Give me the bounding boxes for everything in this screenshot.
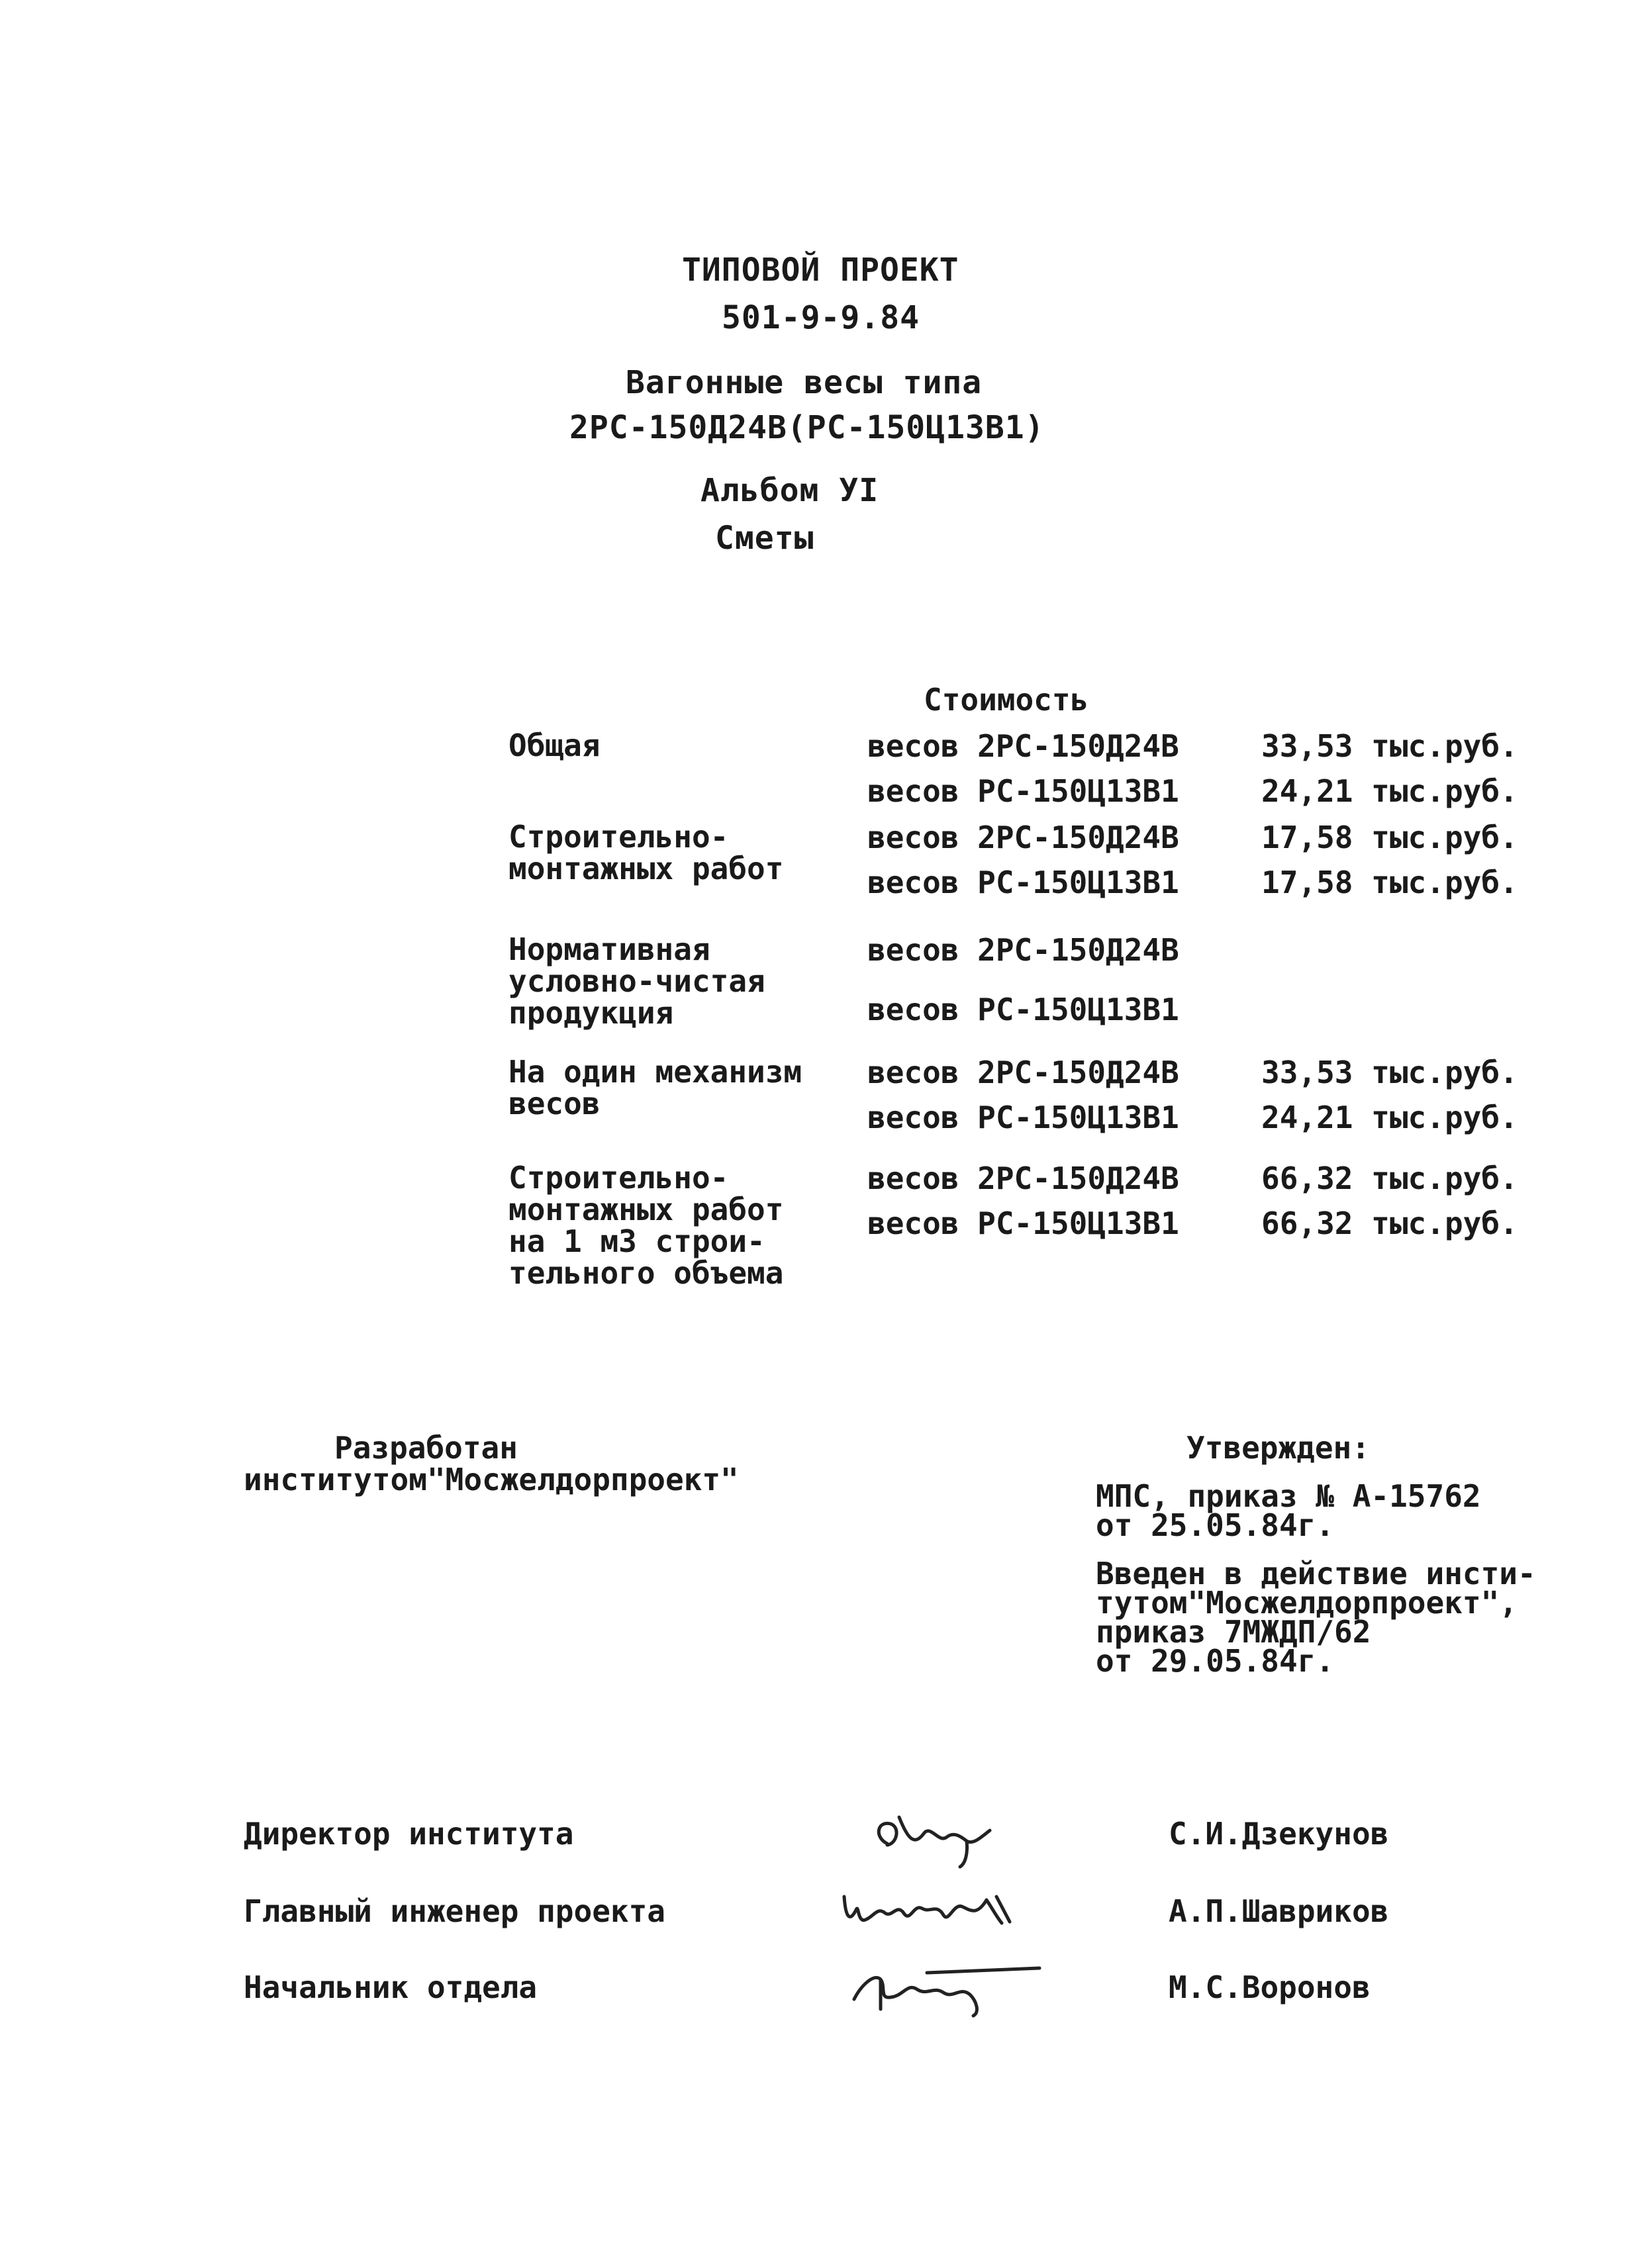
scale-type: 2РС-150Д24В(РС-150Ц13В1) xyxy=(569,409,1045,446)
signature-name: М.С.Воронов xyxy=(1169,1969,1371,2005)
cost-heading: Стоимость xyxy=(924,682,1089,718)
developed-label: Разработан xyxy=(334,1430,518,1466)
cost-item: весов РС-150Ц13В1 xyxy=(867,865,1179,900)
approved-heading: Утвержден: xyxy=(1186,1430,1370,1466)
cost-item: весов 2РС-150Д24В xyxy=(867,1160,1179,1196)
approval-order: МПС, приказ № А-15762 от 25.05.84г. xyxy=(1096,1478,1481,1543)
developed-institute: институтом"Мосжелдорпроект" xyxy=(244,1462,739,1497)
cost-value: 17,58 тыс.руб. xyxy=(1261,820,1518,855)
cost-item: весов РС-150Ц13В1 xyxy=(867,773,1179,809)
cost-item: весов РС-150Ц13В1 xyxy=(867,992,1179,1027)
cost-value: 33,53 тыс.руб. xyxy=(1261,728,1518,764)
project-subject: Вагонные весы типа xyxy=(626,364,983,401)
cost-item: весов 2РС-150Д24В xyxy=(867,728,1179,764)
cost-item: весов 2РС-150Д24В xyxy=(867,932,1179,968)
cost-item: весов 2РС-150Д24В xyxy=(867,820,1179,855)
cost-value: 66,32 тыс.руб. xyxy=(1261,1205,1518,1241)
department-head-signature xyxy=(841,1950,1046,2022)
project-type-title: ТИПОВОЙ ПРОЕКТ xyxy=(682,252,959,289)
album-number: Альбом УI xyxy=(700,472,879,509)
cost-item: весов РС-150Ц13В1 xyxy=(867,1205,1179,1241)
cost-value: 66,32 тыс.руб. xyxy=(1261,1160,1518,1196)
project-number: 501-9-9.84 xyxy=(722,299,920,336)
cost-group-label: Общая xyxy=(508,728,601,763)
signature-position: Главный инженер проекта xyxy=(244,1893,665,1929)
cost-item: весов 2РС-150Д24В xyxy=(867,1055,1179,1090)
cost-group-label: Нормативная условно-чистая продукция xyxy=(508,931,765,1031)
cost-value: 24,21 тыс.руб. xyxy=(1261,1100,1518,1135)
cost-value: 33,53 тыс.руб. xyxy=(1261,1055,1518,1090)
signature-name: А.П.Шавриков xyxy=(1169,1893,1389,1929)
cost-item: весов РС-150Ц13В1 xyxy=(867,1100,1179,1135)
cost-group-label: Строительно- монтажных работ xyxy=(508,819,784,886)
cost-group-label: Строительно- монтажных работ на 1 м3 строи- тельного объема xyxy=(508,1160,784,1291)
implementation-order: Введен в действие инсти- тутом"Мосжелдорпроект", приказ 7МЖДП/62 от 29.05.84г. xyxy=(1096,1556,1536,1679)
signature-position: Начальник отдела xyxy=(244,1969,538,2005)
chief-engineer-signature xyxy=(838,1877,1036,1943)
cost-value: 24,21 тыс.руб. xyxy=(1261,773,1518,809)
signature-position: Директор института xyxy=(244,1816,574,1852)
album-subject: Сметы xyxy=(715,520,814,557)
cost-value: 17,58 тыс.руб. xyxy=(1261,865,1518,900)
cost-group-label: На один механизм весов xyxy=(508,1054,802,1121)
signature-name: С.И.Дзекунов xyxy=(1169,1816,1389,1852)
director-signature xyxy=(861,1797,1020,1870)
